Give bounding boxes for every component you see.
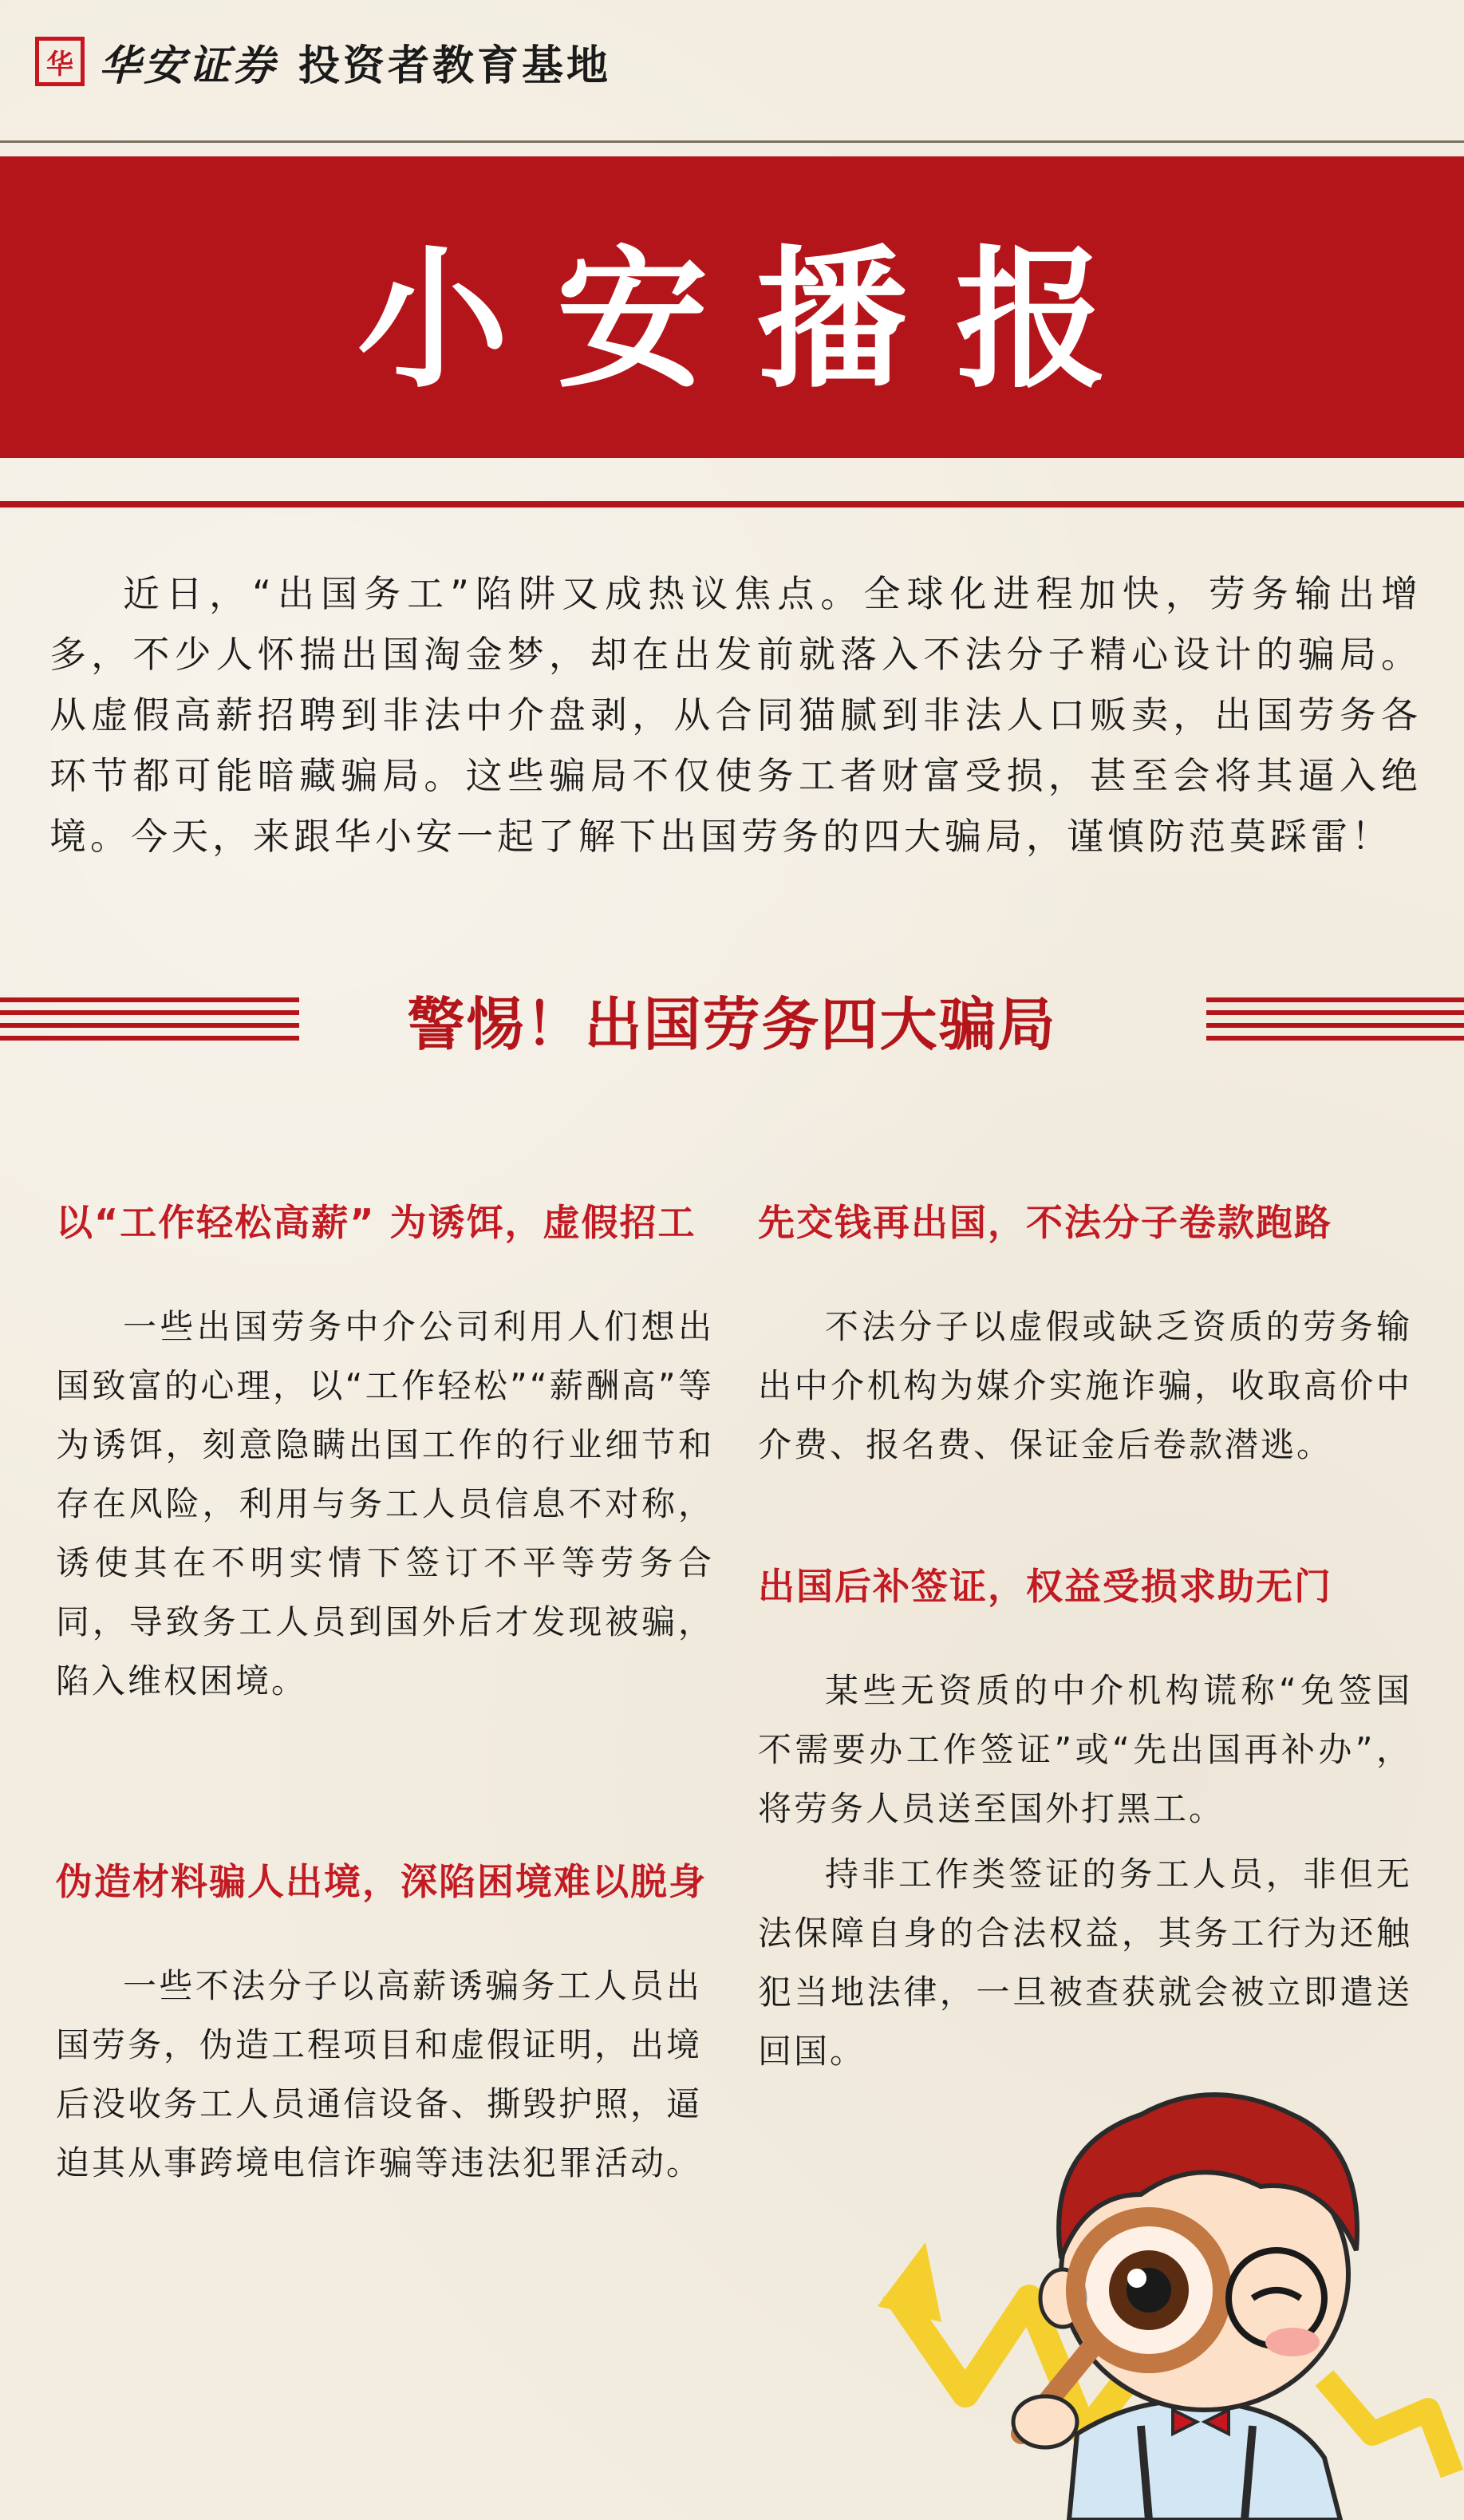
left-column	[56, 1191, 714, 1711]
logo-char: 华	[46, 48, 73, 81]
scam-3-body: 一些不法分子以高薪诱骗务工人员出国劳务，伪造工程项目和虚假证明，出境后没收务工人员通信设备、撕毁护照，逼迫其从事跨境电信诈骗等违法犯罪活动。	[56, 1966, 703, 2182]
right-stripes	[1206, 997, 1464, 1041]
scam-3-heading: 伪造材料骗人出境，深陷困境难以脱身	[56, 1860, 707, 1903]
scam-4-heading: 出国后补签证，权益受损求助无门	[758, 1565, 1332, 1608]
brand-sub: 投资者教育基地	[298, 41, 612, 90]
scam-1-heading: 以“工作轻松高薪” 为诱饵，虚假招工	[56, 1201, 696, 1244]
brand-name: 华安证券	[99, 41, 278, 90]
scam-1-body: 一些出国劳务中介公司利用人们想出国致富的心理，以“工作轻松”“薪酬高”等为诱饵，刻意隐瞒出国工作的行业细节和存在风险，利用与务工人员信息不对称，诱使其在不明实情下签订不平等劳务合同，导致务工人员到国外后才发现被骗，陷入维权困境。	[56, 1307, 714, 1700]
banner-underline	[0, 501, 1464, 508]
logo-icon	[35, 37, 85, 86]
left-column-2	[56, 1850, 714, 2193]
scam-4-body: 某些无资质的中介机构谎称“免签国不需要办工作签证”或“先出国再补办”，将劳务人员送至国外打黑工。	[758, 1671, 1412, 1828]
left-stripes	[0, 997, 299, 1041]
scam-4-body-2: 持非工作类签证的务工人员，非但无法保障自身的合法权益，其务工行为还触犯当地法律，一旦被查获就会被立即遣送回国。	[758, 1854, 1412, 2071]
cartoon-boy-magnifier-icon	[878, 2059, 1464, 2520]
brand	[99, 34, 611, 89]
right-column	[758, 1191, 1412, 1475]
scam-2-body: 不法分子以虚假或缺乏资质的劳务输出中介机构为媒介实施诈骗，收取高价中介费、报名费、保证金后卷款潜逃。	[758, 1307, 1412, 1464]
section-title: 警惕！出国劳务四大骗局	[407, 990, 1057, 1058]
intro-paragraph: 近日，“出国务工”陷阱又成热议焦点。全球化进程加快，劳务输出增多，不少人怀揣出国淘金梦，却在出发前就落入不法分子精心设计的骗局。从虚假高薪招聘到非法中介盘剥，从合同猫腻到非法人口贩卖，出国劳务各环节都可能暗藏骗局。这些骗局不仅使务工者财富受损，甚至会将其逼入绝境。今天，来跟华小安一起了解下出国劳务的四大骗局，谨慎防范莫踩雷！	[49, 572, 1422, 858]
scam-2-heading: 先交钱再出国，不法分子卷款跑路	[758, 1201, 1332, 1244]
right-column-2	[758, 1554, 1412, 2081]
banner-title: 小安播报	[357, 230, 1155, 409]
header-divider	[0, 140, 1464, 143]
